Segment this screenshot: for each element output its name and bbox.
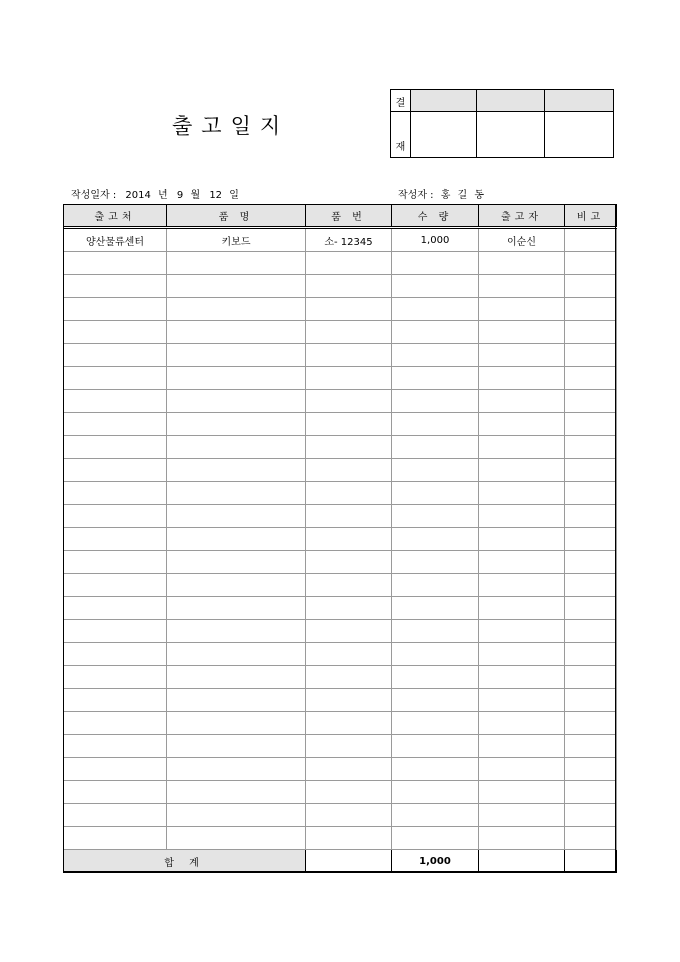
- cell-quantity[interactable]: [392, 712, 479, 735]
- cell-shipper[interactable]: [479, 804, 565, 827]
- cell-remarks[interactable]: [565, 735, 617, 758]
- cell-remarks[interactable]: [565, 528, 617, 551]
- cell-quantity[interactable]: [392, 643, 479, 666]
- cell-item-name[interactable]: [167, 505, 306, 528]
- table-row[interactable]: [64, 528, 617, 551]
- cell-quantity[interactable]: [392, 367, 479, 390]
- cell-shipper[interactable]: [479, 643, 565, 666]
- cell-destination[interactable]: [64, 390, 167, 413]
- approval-sign-cell-2[interactable]: [477, 112, 545, 158]
- cell-item-number[interactable]: [306, 804, 392, 827]
- cell-item-number[interactable]: [306, 758, 392, 781]
- cell-item-name[interactable]: [167, 367, 306, 390]
- cell-remarks[interactable]: [565, 390, 617, 413]
- cell-remarks[interactable]: [565, 228, 617, 252]
- cell-item-number[interactable]: [306, 666, 392, 689]
- cell-item-number[interactable]: [306, 321, 392, 344]
- cell-destination[interactable]: [64, 712, 167, 735]
- cell-destination[interactable]: [64, 344, 167, 367]
- approval-box: [390, 89, 614, 158]
- cell-quantity[interactable]: [392, 436, 479, 459]
- cell-shipper[interactable]: [479, 459, 565, 482]
- cell-remarks[interactable]: [565, 321, 617, 344]
- cell-item-name[interactable]: [167, 712, 306, 735]
- date-day-unit: 일: [229, 190, 239, 201]
- cell-shipper[interactable]: [479, 551, 565, 574]
- cell-destination[interactable]: [64, 689, 167, 712]
- cell-remarks[interactable]: [565, 413, 617, 436]
- cell-quantity[interactable]: [392, 505, 479, 528]
- cell-remarks[interactable]: [565, 482, 617, 505]
- table-row[interactable]: [64, 804, 617, 827]
- approval-header-cell-3: [545, 90, 614, 112]
- cell-destination[interactable]: [64, 620, 167, 643]
- approval-sign-cell-3[interactable]: [545, 112, 614, 158]
- cell-item-name[interactable]: [167, 574, 306, 597]
- header-item-name: 품 명: [167, 205, 306, 228]
- cell-item-name[interactable]: [167, 275, 306, 298]
- cell-item-name[interactable]: [167, 321, 306, 344]
- cell-item-number[interactable]: [306, 436, 392, 459]
- cell-quantity[interactable]: 1,000: [392, 228, 479, 252]
- cell-item-number[interactable]: [306, 528, 392, 551]
- table-row[interactable]: [64, 459, 617, 482]
- cell-item-number[interactable]: [306, 344, 392, 367]
- cell-item-name[interactable]: [167, 413, 306, 436]
- cell-quantity[interactable]: [392, 298, 479, 321]
- cell-remarks[interactable]: [565, 367, 617, 390]
- table-row[interactable]: [64, 275, 617, 298]
- table-row[interactable]: [64, 228, 617, 252]
- cell-item-name[interactable]: [167, 551, 306, 574]
- cell-shipper[interactable]: [479, 252, 565, 275]
- table-row[interactable]: [64, 551, 617, 574]
- cell-item-number[interactable]: [306, 643, 392, 666]
- cell-item-number[interactable]: [306, 712, 392, 735]
- cell-item-number[interactable]: [306, 482, 392, 505]
- shipment-table: [63, 204, 617, 873]
- header-item-number: 품 번: [306, 205, 392, 228]
- cell-item-number[interactable]: [306, 505, 392, 528]
- cell-remarks[interactable]: [565, 574, 617, 597]
- cell-shipper[interactable]: [479, 827, 565, 850]
- total-shipper: [479, 850, 565, 873]
- cell-destination[interactable]: [64, 643, 167, 666]
- cell-destination[interactable]: [64, 505, 167, 528]
- cell-remarks[interactable]: [565, 827, 617, 850]
- cell-item-name[interactable]: [167, 390, 306, 413]
- cell-shipper[interactable]: [479, 436, 565, 459]
- cell-remarks[interactable]: [565, 689, 617, 712]
- cell-item-name[interactable]: [167, 827, 306, 850]
- total-label: 합 계: [64, 850, 306, 873]
- cell-quantity[interactable]: [392, 689, 479, 712]
- cell-quantity[interactable]: [392, 321, 479, 344]
- cell-item-name[interactable]: [167, 528, 306, 551]
- cell-destination[interactable]: [64, 459, 167, 482]
- cell-remarks[interactable]: [565, 298, 617, 321]
- header-remarks: 비고: [565, 205, 617, 228]
- date-year-unit: 년: [158, 190, 168, 201]
- cell-quantity[interactable]: [392, 413, 479, 436]
- cell-destination[interactable]: [64, 827, 167, 850]
- cell-remarks[interactable]: [565, 620, 617, 643]
- header-shipper: 출고자: [479, 205, 565, 228]
- cell-item-name[interactable]: [167, 459, 306, 482]
- approval-sign-cell-1[interactable]: [411, 112, 477, 158]
- cell-shipper[interactable]: [479, 344, 565, 367]
- cell-item-number[interactable]: [306, 574, 392, 597]
- cell-shipper[interactable]: [479, 528, 565, 551]
- cell-item-number[interactable]: [306, 275, 392, 298]
- cell-remarks[interactable]: [565, 712, 617, 735]
- cell-item-name[interactable]: [167, 597, 306, 620]
- cell-remarks[interactable]: [565, 758, 617, 781]
- total-item-number: [306, 850, 392, 873]
- cell-destination[interactable]: [64, 275, 167, 298]
- cell-shipper[interactable]: [479, 505, 565, 528]
- cell-shipper[interactable]: [479, 689, 565, 712]
- cell-item-name[interactable]: [167, 643, 306, 666]
- cell-quantity[interactable]: [392, 528, 479, 551]
- table-row[interactable]: [64, 505, 617, 528]
- approval-header-cell-2: [477, 90, 545, 112]
- cell-destination[interactable]: [64, 298, 167, 321]
- cell-quantity[interactable]: [392, 275, 479, 298]
- cell-quantity[interactable]: [392, 597, 479, 620]
- cell-item-name[interactable]: [167, 482, 306, 505]
- cell-item-number[interactable]: [306, 620, 392, 643]
- cell-shipper[interactable]: [479, 321, 565, 344]
- cell-shipper[interactable]: [479, 367, 565, 390]
- cell-shipper[interactable]: [479, 712, 565, 735]
- approval-header-cell-1: [411, 90, 477, 112]
- writer-label: 작성자 :: [398, 190, 434, 201]
- table-row[interactable]: [64, 482, 617, 505]
- cell-destination[interactable]: [64, 482, 167, 505]
- cell-destination[interactable]: [64, 367, 167, 390]
- table-row[interactable]: [64, 735, 617, 758]
- cell-shipper[interactable]: [479, 413, 565, 436]
- cell-quantity[interactable]: [392, 781, 479, 804]
- writer-line: [398, 186, 486, 201]
- cell-item-number[interactable]: [306, 367, 392, 390]
- cell-quantity[interactable]: [392, 551, 479, 574]
- cell-quantity[interactable]: [392, 344, 479, 367]
- table-row[interactable]: [64, 321, 617, 344]
- cell-shipper[interactable]: [479, 781, 565, 804]
- cell-remarks[interactable]: [565, 275, 617, 298]
- cell-destination[interactable]: [64, 735, 167, 758]
- cell-destination[interactable]: [64, 436, 167, 459]
- cell-destination[interactable]: [64, 413, 167, 436]
- cell-shipper[interactable]: [479, 735, 565, 758]
- cell-remarks[interactable]: [565, 804, 617, 827]
- approval-label-bottom: 재: [391, 112, 411, 158]
- cell-quantity[interactable]: [392, 482, 479, 505]
- date-day: 12: [209, 190, 223, 201]
- cell-item-name[interactable]: [167, 620, 306, 643]
- cell-destination[interactable]: [64, 574, 167, 597]
- cell-quantity[interactable]: [392, 666, 479, 689]
- cell-remarks[interactable]: [565, 551, 617, 574]
- total-remarks: [565, 850, 617, 873]
- cell-item-number[interactable]: [306, 781, 392, 804]
- cell-remarks[interactable]: [565, 597, 617, 620]
- cell-shipper[interactable]: [479, 275, 565, 298]
- date-year: 2014: [125, 190, 151, 201]
- date-line: [71, 186, 239, 201]
- cell-item-name[interactable]: [167, 804, 306, 827]
- writer-name: 홍 길 동: [440, 190, 487, 201]
- cell-shipper[interactable]: [479, 574, 565, 597]
- cell-item-name[interactable]: [167, 298, 306, 321]
- cell-remarks[interactable]: [565, 459, 617, 482]
- cell-item-name[interactable]: [167, 436, 306, 459]
- cell-item-number[interactable]: 소- 12345: [306, 228, 392, 252]
- cell-item-number[interactable]: [306, 252, 392, 275]
- cell-shipper[interactable]: [479, 620, 565, 643]
- cell-destination[interactable]: [64, 252, 167, 275]
- header-destination: 출고처: [64, 205, 167, 228]
- table-header-row: [64, 205, 617, 228]
- cell-remarks[interactable]: [565, 436, 617, 459]
- table-row[interactable]: [64, 413, 617, 436]
- cell-remarks[interactable]: [565, 643, 617, 666]
- table-row[interactable]: [64, 758, 617, 781]
- cell-quantity[interactable]: [392, 735, 479, 758]
- cell-item-name[interactable]: [167, 689, 306, 712]
- cell-item-number[interactable]: [306, 735, 392, 758]
- cell-shipper[interactable]: [479, 482, 565, 505]
- cell-item-number[interactable]: [306, 390, 392, 413]
- table-row[interactable]: [64, 712, 617, 735]
- cell-item-name[interactable]: [167, 344, 306, 367]
- cell-destination[interactable]: [64, 551, 167, 574]
- cell-shipper[interactable]: [479, 298, 565, 321]
- cell-remarks[interactable]: [565, 505, 617, 528]
- cell-quantity[interactable]: [392, 574, 479, 597]
- table-row[interactable]: [64, 597, 617, 620]
- cell-remarks[interactable]: [565, 666, 617, 689]
- date-month: 9: [176, 190, 184, 201]
- cell-remarks[interactable]: [565, 252, 617, 275]
- table-row[interactable]: [64, 574, 617, 597]
- cell-destination[interactable]: [64, 758, 167, 781]
- cell-destination[interactable]: [64, 597, 167, 620]
- cell-destination[interactable]: [64, 528, 167, 551]
- date-label: 작성일자 :: [71, 190, 117, 201]
- cell-quantity[interactable]: [392, 804, 479, 827]
- cell-remarks[interactable]: [565, 344, 617, 367]
- cell-quantity[interactable]: [392, 827, 479, 850]
- cell-item-name[interactable]: [167, 781, 306, 804]
- cell-item-name[interactable]: [167, 666, 306, 689]
- cell-destination[interactable]: [64, 804, 167, 827]
- cell-item-number[interactable]: [306, 597, 392, 620]
- cell-shipper[interactable]: [479, 758, 565, 781]
- date-month-unit: 월: [190, 190, 201, 201]
- cell-shipper[interactable]: [479, 390, 565, 413]
- table-row[interactable]: [64, 390, 617, 413]
- cell-quantity[interactable]: [392, 390, 479, 413]
- total-row: [64, 850, 617, 873]
- cell-quantity[interactable]: [392, 758, 479, 781]
- cell-destination[interactable]: [64, 781, 167, 804]
- cell-item-name[interactable]: [167, 252, 306, 275]
- header-quantity: 수 량: [392, 205, 479, 228]
- table-row[interactable]: [64, 620, 617, 643]
- cell-shipper[interactable]: 이순신: [479, 228, 565, 252]
- cell-destination[interactable]: [64, 321, 167, 344]
- cell-item-number[interactable]: [306, 827, 392, 850]
- cell-item-number[interactable]: [306, 413, 392, 436]
- table-row[interactable]: [64, 666, 617, 689]
- cell-destination[interactable]: 양산물류센터: [64, 228, 167, 252]
- cell-quantity[interactable]: [392, 459, 479, 482]
- cell-item-number[interactable]: [306, 459, 392, 482]
- approval-label-top: 결: [391, 90, 411, 112]
- cell-item-number[interactable]: [306, 551, 392, 574]
- table-row[interactable]: [64, 781, 617, 804]
- table-row[interactable]: [64, 367, 617, 390]
- table-row[interactable]: [64, 827, 617, 850]
- table-row[interactable]: [64, 298, 617, 321]
- table-row[interactable]: [64, 689, 617, 712]
- table-row[interactable]: [64, 252, 617, 275]
- cell-item-name[interactable]: [167, 735, 306, 758]
- cell-item-name[interactable]: 키보드: [167, 228, 306, 252]
- cell-shipper[interactable]: [479, 597, 565, 620]
- cell-item-number[interactable]: [306, 298, 392, 321]
- cell-quantity[interactable]: [392, 252, 479, 275]
- cell-item-number[interactable]: [306, 689, 392, 712]
- table-row[interactable]: [64, 643, 617, 666]
- document-title: 출고일지: [172, 114, 290, 138]
- cell-quantity[interactable]: [392, 620, 479, 643]
- cell-item-name[interactable]: [167, 758, 306, 781]
- total-quantity: 1,000: [392, 850, 479, 873]
- table-row[interactable]: [64, 436, 617, 459]
- cell-shipper[interactable]: [479, 666, 565, 689]
- table-row[interactable]: [64, 344, 617, 367]
- cell-destination[interactable]: [64, 666, 167, 689]
- cell-remarks[interactable]: [565, 781, 617, 804]
